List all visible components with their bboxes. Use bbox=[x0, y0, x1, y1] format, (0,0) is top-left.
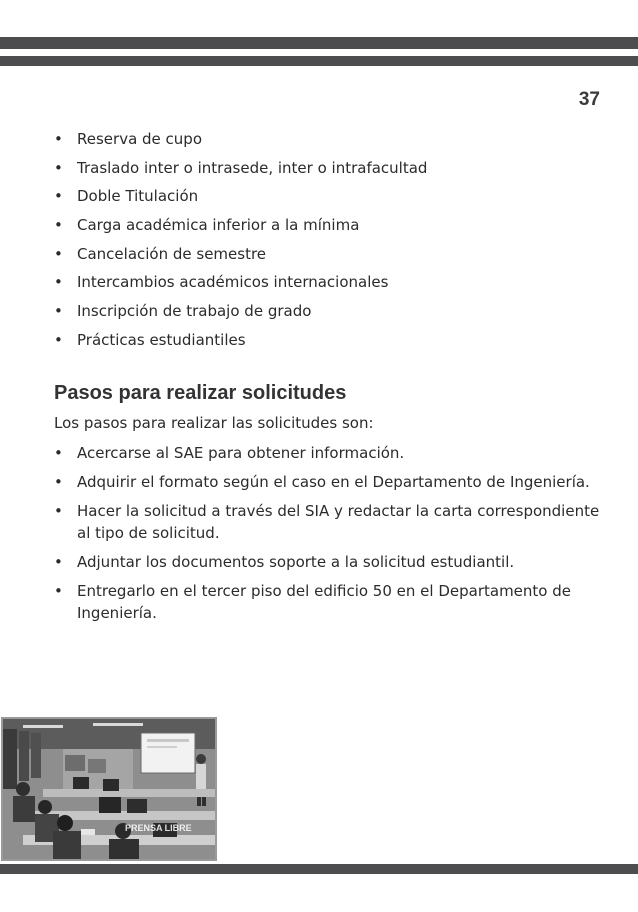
header-bar-top bbox=[0, 37, 638, 49]
bullet-icon: • bbox=[54, 330, 63, 349]
bullet-icon: • bbox=[54, 158, 63, 177]
list-item-text: Cancelación de semestre bbox=[77, 244, 267, 263]
bullet-icon: • bbox=[54, 302, 63, 321]
bullet-icon: • bbox=[54, 582, 63, 600]
step-item bbox=[54, 580, 614, 624]
list-item-text: Prácticas estudiantiles bbox=[77, 330, 246, 349]
svg-text:PRENSA LIBRE: PRENSA LIBRE bbox=[125, 823, 192, 833]
step-text: Hacer la solicitud a través del SIA y redactar la carta correspondiente al tipo de solicitud. bbox=[77, 502, 600, 542]
bullet-icon: • bbox=[54, 502, 63, 520]
page-number: 37 bbox=[578, 89, 600, 110]
step-item bbox=[54, 500, 614, 544]
header-bar-bottom bbox=[0, 56, 638, 66]
list-item bbox=[54, 271, 594, 300]
step-item bbox=[54, 442, 614, 464]
bullet-icon: • bbox=[54, 216, 63, 235]
step-text: Adjuntar los documentos soporte a la solicitud estudiantil. bbox=[77, 553, 515, 571]
step-text: Entregarlo en el tercer piso del edificio 50 en el Departamento de Ingeniería. bbox=[77, 582, 571, 622]
bullet-icon: • bbox=[54, 130, 63, 148]
list-item-text: Intercambios académicos internacionales bbox=[77, 273, 389, 292]
bullet-icon: • bbox=[54, 187, 63, 206]
list-item bbox=[54, 128, 594, 157]
list-item bbox=[54, 243, 594, 272]
bullet-icon: • bbox=[54, 473, 63, 491]
list-item bbox=[54, 185, 594, 214]
step-item bbox=[54, 551, 614, 573]
bullet-icon: • bbox=[54, 244, 63, 263]
step-item bbox=[54, 471, 614, 493]
bullet-icon: • bbox=[54, 273, 63, 292]
list-item bbox=[54, 157, 594, 186]
classroom-photo bbox=[1, 717, 217, 861]
bullet-icon: • bbox=[54, 444, 63, 462]
list-item-text: Inscripción de trabajo de grado bbox=[77, 302, 312, 321]
section-title: Pasos para realizar solicitudes bbox=[54, 382, 347, 404]
list-item-text: Reserva de cupo bbox=[77, 130, 202, 148]
list-item-text: Traslado inter o intrasede, inter o intrafacultad bbox=[77, 158, 428, 177]
step-text: Acercarse al SAE para obtener información. bbox=[77, 444, 405, 462]
list-item-text: Doble Titulación bbox=[77, 187, 199, 206]
steps-list bbox=[54, 442, 614, 631]
section-intro: Los pasos para realizar las solicitudes son: bbox=[54, 414, 374, 432]
bullet-icon: • bbox=[54, 553, 63, 571]
step-text: Adquirir el formato según el caso en el Departamento de Ingeniería. bbox=[77, 473, 590, 491]
list-item bbox=[54, 300, 594, 329]
footer-bar bbox=[0, 864, 638, 874]
list-item bbox=[54, 214, 594, 243]
list-item bbox=[54, 329, 594, 358]
classroom-photo-illustration bbox=[3, 719, 215, 859]
list-item-text: Carga académica inferior a la mínima bbox=[77, 216, 360, 235]
request-types-list bbox=[54, 128, 594, 358]
